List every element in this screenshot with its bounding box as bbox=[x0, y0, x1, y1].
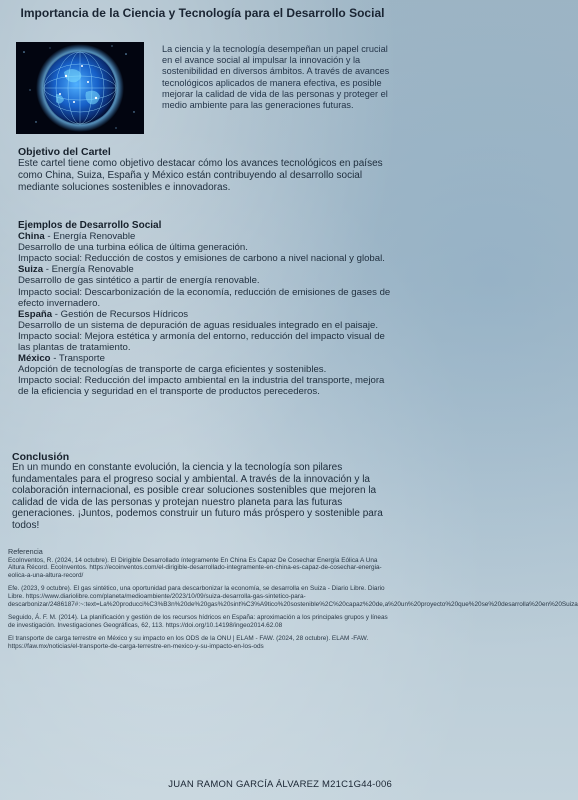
example-impact: Impacto social: Descarbonización de la economía, reducción de emisiones de gases de efecto invernadero. bbox=[18, 286, 391, 309]
country-name: China bbox=[18, 231, 45, 243]
example-area: - Energía Renovable bbox=[43, 264, 134, 276]
ejemplos-heading: Ejemplos de Desarrollo Social bbox=[18, 220, 162, 231]
earth-globe-icon bbox=[16, 42, 144, 134]
intro-paragraph: La ciencia y la tecnología desempeñan un papel crucial en el avance social al impulsar la innovación y la sostenibilidad en diversos ámbitos. A través de avances tecnológicos aplicados de manera efectiva, es posible mejorar la calidad de vida de las personas y proteger el medio ambiente para las generaciones futuras. bbox=[162, 44, 390, 111]
reference-item: Seguido, Á. F. M. (2014). La planificación y gestión de los recursos hídricos en España: aproximación a los principales grupos y líneas de investigación. Investigaciones Geográficas, 62, 113. https://doi.org/10.14198/ingeo2014.62.08 bbox=[8, 614, 388, 629]
example-mexico bbox=[18, 353, 393, 397]
author-footer: JUAN RAMON GARCÍA ÁLVAREZ M21C1G44-006 bbox=[168, 779, 392, 790]
country-name: España bbox=[18, 308, 53, 320]
reference-item: Efe. (2023, 9 octubre). El gas sintético, una oportunidad para descarbonizar la economía, se desarrolla en Suiza - Diario Libre. Diario Libre. https://www.diariolibre.com/planeta/medioambiente/2023/10/09/suiza-desarrolla-gas-sintetico-para-descarbonizar/2486187#:~:text=La%20producci%C3%B3n%20de%20gas%20sint%C3%A9tico%20sostenible%2C%20capaz%20de,a%20un%20proyecto%20que%20se%20desarrolla%20en%20Suiza bbox=[8, 585, 578, 608]
earth-globe-image bbox=[16, 42, 144, 134]
example-china bbox=[18, 231, 393, 264]
poster-title: Importancia de la Ciencia y Tecnología para el Desarrollo Social bbox=[20, 6, 385, 20]
references-heading: Referencia bbox=[8, 547, 43, 556]
country-name: México bbox=[18, 353, 51, 365]
example-description: Desarrollo de un sistema de depuración de aguas residuales integrado en el paisaje. bbox=[18, 319, 378, 331]
objetivo-paragraph: Este cartel tiene como objetivo destacar cómo los avances tecnológicos en países como China, Suiza, España y México están contribuyendo al desarrollo social mediante soluciones sostenibles e innovadoras. bbox=[18, 158, 383, 193]
conclusion-paragraph: En un mundo en constante evolución, la ciencia y la tecnología son pilares fundamentales para el progreso social y ambiental. A través de la innovación y la colaboración internacional, es posible crear soluciones sostenibles que mejoren la calidad de vida de las personas y protejan nuestro planeta para las futuras generaciones. ¡Juntos, podemos construir un futuro más próspero y sostenible para todos! bbox=[12, 462, 383, 531]
example-area: - Transporte bbox=[50, 353, 105, 365]
country-name: Suiza bbox=[18, 264, 44, 276]
example-impact: Impacto social: Reducción del impacto ambiental en la industria del transporte, mejora de la eficiencia y seguridad en el transporte de productos perecederos. bbox=[18, 375, 385, 398]
references-section bbox=[8, 547, 578, 657]
example-impact: Impacto social: Reducción de costos y emisiones de carbono a nivel nacional y global. bbox=[18, 253, 385, 265]
example-impact: Impacto social: Mejora estética y armonía del entorno, reducción del impacto visual de las plantas de tratamiento. bbox=[18, 330, 385, 354]
example-espana bbox=[18, 309, 393, 353]
objetivo-heading: Objetivo del Cartel bbox=[18, 146, 111, 158]
reference-item: El transporte de carga terrestre en México y su impacto en los ODS de la ONU | ELAM - FAW. (2024, 28 octubre). ELAM -FAW. https://faw.mx/noticias/el-transporte-de-carga-terrestre-en-mexico-y-su-impacto-en-los-ods bbox=[8, 635, 369, 650]
example-area: - Gestión de Recursos Hídricos bbox=[52, 308, 189, 320]
conclusion-heading: Conclusión bbox=[12, 451, 70, 463]
example-area: - Energía Renovable bbox=[44, 231, 136, 243]
example-description: Desarrollo de gas sintético a partir de energía renovable. bbox=[18, 275, 260, 287]
reference-item: EcoInventos, R. (2024, 14 octubre). El Dirigible Desarrollado íntegramente En China Es Capaz De Cosechar Energía Eólica A Una Altura Récord. EcoInventos. https://ecoinventos.com/el-dirigible-desarrollado-integramente-en-china-es-capaz-de-cosechar-energia-eolica-a-una-altura-record/ bbox=[8, 556, 382, 579]
ejemplos-section bbox=[18, 220, 393, 398]
example-suiza bbox=[18, 264, 393, 308]
example-description: Adopción de tecnologías de transporte de carga eficientes y sostenibles. bbox=[18, 364, 327, 376]
example-description: Desarrollo de una turbina eólica de última generación. bbox=[18, 242, 248, 254]
